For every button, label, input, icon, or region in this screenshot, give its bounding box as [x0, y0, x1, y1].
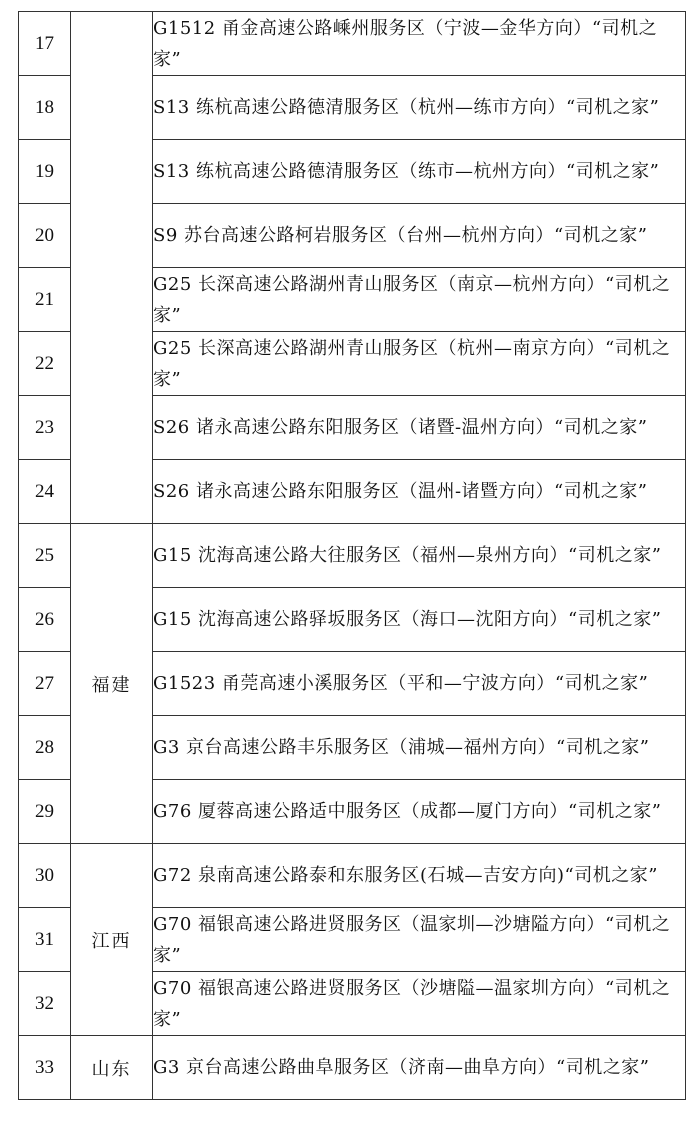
row-number: 32 [19, 972, 71, 1036]
row-number: 31 [19, 908, 71, 972]
service-area-name: G25 长深高速公路湖州青山服务区（南京—杭州方向）“司机之家” [153, 268, 686, 332]
province-shandong: 山东 [71, 1036, 153, 1100]
row-number: 22 [19, 332, 71, 396]
service-area-name: G25 长深高速公路湖州青山服务区（杭州—南京方向）“司机之家” [153, 332, 686, 396]
province-cell-continued [71, 12, 153, 524]
service-area-name: G70 福银高速公路进贤服务区（温家圳—沙塘隘方向）“司机之家” [153, 908, 686, 972]
service-area-name: S26 诸永高速公路东阳服务区（温州-诸暨方向）“司机之家” [153, 460, 686, 524]
table-row [19, 844, 686, 908]
service-area-name: G72 泉南高速公路泰和东服务区(石城—吉安方向)“司机之家” [153, 844, 686, 908]
service-area-name: G76 厦蓉高速公路适中服务区（成都—厦门方向）“司机之家” [153, 780, 686, 844]
province-jiangxi: 江西 [71, 844, 153, 1036]
service-area-name: S26 诸永高速公路东阳服务区（诸暨-温州方向）“司机之家” [153, 396, 686, 460]
row-number: 26 [19, 588, 71, 652]
row-number: 27 [19, 652, 71, 716]
table-row [19, 12, 686, 76]
table-row [19, 1036, 686, 1100]
service-area-name: G1512 甬金高速公路嵊州服务区（宁波—金华方向）“司机之家” [153, 12, 686, 76]
table-row [19, 524, 686, 588]
service-area-name: S13 练杭高速公路德清服务区（练市—杭州方向）“司机之家” [153, 140, 686, 204]
row-number: 28 [19, 716, 71, 780]
service-area-name: G70 福银高速公路进贤服务区（沙塘隘—温家圳方向）“司机之家” [153, 972, 686, 1036]
service-area-table [18, 11, 686, 1100]
service-area-name: S13 练杭高速公路德清服务区（杭州—练市方向）“司机之家” [153, 76, 686, 140]
province-fujian: 福建 [71, 524, 153, 844]
row-number: 30 [19, 844, 71, 908]
row-number: 25 [19, 524, 71, 588]
row-number: 18 [19, 76, 71, 140]
service-area-name: G1523 甬莞高速小溪服务区（平和—宁波方向）“司机之家” [153, 652, 686, 716]
row-number: 24 [19, 460, 71, 524]
row-number: 33 [19, 1036, 71, 1100]
service-area-name: G3 京台高速公路丰乐服务区（浦城—福州方向）“司机之家” [153, 716, 686, 780]
service-area-name: S9 苏台高速公路柯岩服务区（台州—杭州方向）“司机之家” [153, 204, 686, 268]
row-number: 20 [19, 204, 71, 268]
row-number: 21 [19, 268, 71, 332]
row-number: 23 [19, 396, 71, 460]
row-number: 29 [19, 780, 71, 844]
service-area-name: G15 沈海高速公路驿坂服务区（海口—沈阳方向）“司机之家” [153, 588, 686, 652]
service-area-name: G15 沈海高速公路大往服务区（福州—泉州方向）“司机之家” [153, 524, 686, 588]
service-area-name: G3 京台高速公路曲阜服务区（济南—曲阜方向）“司机之家” [153, 1036, 686, 1100]
row-number: 19 [19, 140, 71, 204]
row-number: 17 [19, 12, 71, 76]
